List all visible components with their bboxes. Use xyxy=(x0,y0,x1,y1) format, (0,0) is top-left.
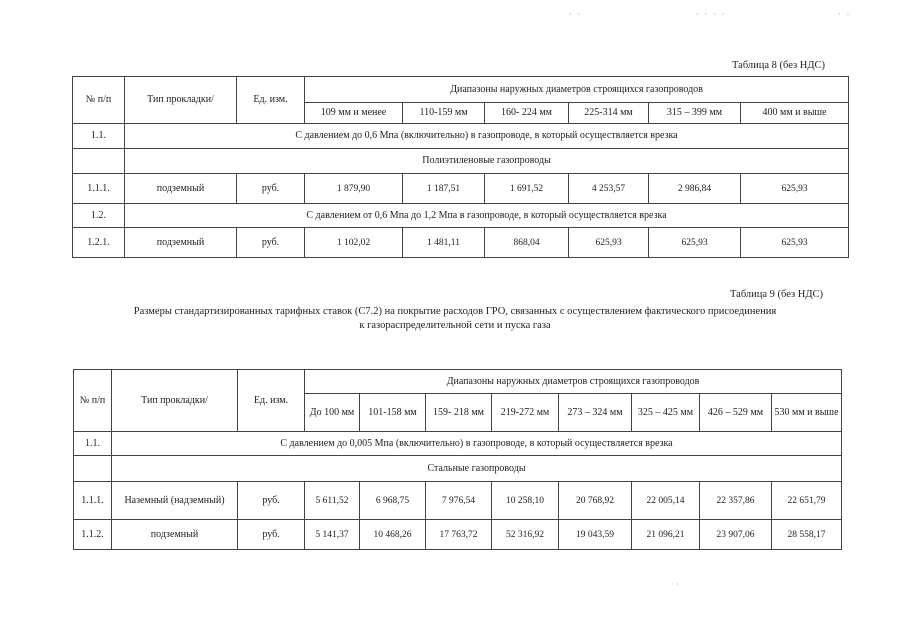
table8-row-unit: руб. xyxy=(237,174,305,204)
table9-range: 273 – 324 мм xyxy=(559,394,632,432)
table9-header-row xyxy=(74,370,842,394)
table9-cell: 6 968,75 xyxy=(360,482,426,520)
table9-title xyxy=(60,305,850,333)
table8-section-row xyxy=(73,124,849,149)
table9-subsection-text: Стальные газопроводы xyxy=(112,456,842,482)
table8-caption: Таблица 8 (без НДС) xyxy=(732,60,826,71)
scan-mark-b: · · · · xyxy=(696,10,727,19)
table8-cell: 868,04 xyxy=(485,228,569,258)
table9-section-text: С давлением до 0,005 Мпа (включительно) в газопроводе, в который осуществляется врезка xyxy=(112,432,842,456)
table9-row-unit: руб. xyxy=(238,520,305,550)
table8-row-type: подземный xyxy=(125,228,237,258)
table9-header-num: № п/п xyxy=(74,370,112,432)
table8-data-row xyxy=(73,228,849,258)
table8-cell: 1 187,51 xyxy=(403,174,485,204)
table8-header-unit: Ед. изм. xyxy=(237,77,305,124)
table9-cell: 5 141,37 xyxy=(305,520,360,550)
table8-cell: 625,93 xyxy=(741,174,849,204)
table8-header-group: Диапазоны наружных диаметров строящихся газопроводов xyxy=(305,77,849,103)
table8-row-unit: руб. xyxy=(237,228,305,258)
table9-range: 159- 218 мм xyxy=(426,394,492,432)
table8-subsection-text: Полиэтиленовые газопроводы xyxy=(125,149,849,174)
table8-subsection-row xyxy=(73,149,849,174)
table9-cell: 22 005,14 xyxy=(632,482,700,520)
table8-row-num: 1.2.1. xyxy=(73,228,125,258)
table9-cell: 22 357,86 xyxy=(700,482,772,520)
table9-section-row xyxy=(74,432,842,456)
table9-cell: 28 558,17 xyxy=(772,520,842,550)
table8-cell: 625,93 xyxy=(649,228,741,258)
table8-cell: 625,93 xyxy=(741,228,849,258)
table9-row-num: 1.1.1. xyxy=(74,482,112,520)
table9-cell: 5 611,52 xyxy=(305,482,360,520)
table8-row-num: 1.1. xyxy=(73,124,125,149)
table9-range: 219-272 мм xyxy=(492,394,559,432)
table8 xyxy=(72,76,849,258)
table9-range: До 100 мм xyxy=(305,394,360,432)
table9-row-num: 1.1.2. xyxy=(74,520,112,550)
table8-range: 110-159 мм xyxy=(403,103,485,124)
table9-cell: 22 651,79 xyxy=(772,482,842,520)
table9-range: 426 – 529 мм xyxy=(700,394,772,432)
table8-header-row xyxy=(73,77,849,103)
table9-cell: 19 043,59 xyxy=(559,520,632,550)
table9-data-row xyxy=(74,520,842,550)
table9-range: 530 мм и выше xyxy=(772,394,842,432)
scan-mark-bottom: · xyxy=(676,580,681,589)
table9-empty-cell xyxy=(74,456,112,482)
table9-cell: 10 258,10 xyxy=(492,482,559,520)
table8-cell: 1 481,11 xyxy=(403,228,485,258)
table8-empty-cell xyxy=(73,149,125,174)
table8-range: 400 мм и выше xyxy=(741,103,849,124)
table8-cell: 625,93 xyxy=(569,228,649,258)
table8-section-row xyxy=(73,204,849,228)
table9-range: 325 – 425 мм xyxy=(632,394,700,432)
table8-cell: 1 102,02 xyxy=(305,228,403,258)
scan-mark-c: · · xyxy=(838,10,852,19)
table9-cell: 7 976,54 xyxy=(426,482,492,520)
table9-row-unit: руб. xyxy=(238,482,305,520)
table9-title-line1: Размеры стандартизированных тарифных ставок (С7.2) на покрытие расходов ГРО, связанных с осуществлением фактического присоединения xyxy=(133,306,777,317)
table8-cell: 1 691,52 xyxy=(485,174,569,204)
table9-cell: 21 096,21 xyxy=(632,520,700,550)
table8-range: 109 мм и менее xyxy=(305,103,403,124)
table9-cell: 23 907,06 xyxy=(700,520,772,550)
table9-title-line2: к газораспределительной сети и пуска газа xyxy=(359,320,551,331)
table9-cell: 10 468,26 xyxy=(360,520,426,550)
table8-cell: 4 253,57 xyxy=(569,174,649,204)
table8-data-row xyxy=(73,174,849,204)
table8-range: 160- 224 мм xyxy=(485,103,569,124)
table8-range: 315 – 399 мм xyxy=(649,103,741,124)
table8-row-num: 1.2. xyxy=(73,204,125,228)
table9-header-type: Тип прокладки/ xyxy=(112,370,238,432)
scan-mark-a: · · xyxy=(569,10,583,19)
table9 xyxy=(73,369,842,550)
table9-caption: Таблица 9 (без НДС) xyxy=(730,289,824,300)
table8-cell: 2 986,84 xyxy=(649,174,741,204)
table8-range: 225-314 мм xyxy=(569,103,649,124)
table9-cell: 20 768,92 xyxy=(559,482,632,520)
table9-header-unit: Ед. изм. xyxy=(238,370,305,432)
table8-row-type: подземный xyxy=(125,174,237,204)
table9-row-type: подземный xyxy=(112,520,238,550)
table8-header-num: № п/п xyxy=(73,77,125,124)
table8-section-text: С давлением от 0,6 Мпа до 1,2 Мпа в газопроводе, в который осуществляется врезка xyxy=(125,204,849,228)
table9-header-group: Диапазоны наружных диаметров строящихся газопроводов xyxy=(305,370,842,394)
table8-cell: 1 879,90 xyxy=(305,174,403,204)
table9-row-num: 1.1. xyxy=(74,432,112,456)
table8-section-text: С давлением до 0,6 Мпа (включительно) в газопроводе, в который осуществляется врезка xyxy=(125,124,849,149)
table9-cell: 52 316,92 xyxy=(492,520,559,550)
table9-data-row xyxy=(74,482,842,520)
table9-subsection-row xyxy=(74,456,842,482)
table9-row-type: Наземный (надземный) xyxy=(112,482,238,520)
table8-row-num: 1.1.1. xyxy=(73,174,125,204)
table9-range: 101-158 мм xyxy=(360,394,426,432)
table9-cell: 17 763,72 xyxy=(426,520,492,550)
table8-header-type: Тип прокладки/ xyxy=(125,77,237,124)
